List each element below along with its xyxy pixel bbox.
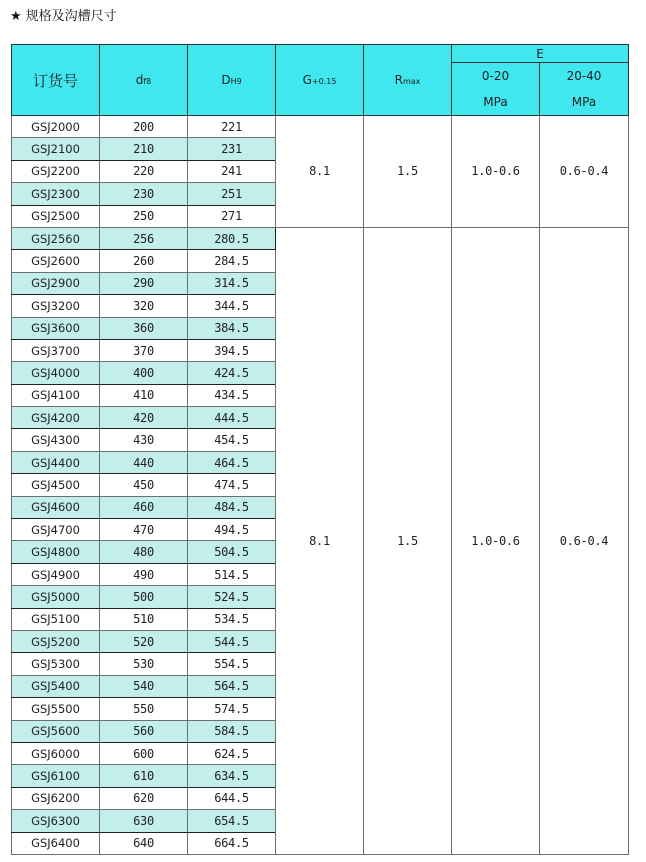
cell-D: 241 <box>188 160 276 182</box>
cell-D: 221 <box>188 116 276 138</box>
cell-d: 440 <box>100 451 188 473</box>
cell-D: 384.5 <box>188 317 276 339</box>
header-D: DH9 <box>188 45 276 116</box>
cell-d: 320 <box>100 295 188 317</box>
cell-D: 494.5 <box>188 519 276 541</box>
cell-order-no: GSJ4800 <box>12 541 100 563</box>
cell-D: 554.5 <box>188 653 276 675</box>
cell-D: 344.5 <box>188 295 276 317</box>
cell-d: 490 <box>100 563 188 585</box>
cell-order-no: GSJ6400 <box>12 832 100 854</box>
cell-order-no: GSJ6000 <box>12 742 100 764</box>
cell-order-no: GSJ2600 <box>12 250 100 272</box>
cell-d: 540 <box>100 675 188 697</box>
cell-D: 664.5 <box>188 832 276 854</box>
cell-d: 360 <box>100 317 188 339</box>
cell-order-no: GSJ5600 <box>12 720 100 742</box>
cell-order-no: GSJ4100 <box>12 384 100 406</box>
cell-R: 1.5 <box>364 227 452 854</box>
cell-d: 450 <box>100 474 188 496</box>
section-title-text: 规格及沟槽尺寸 <box>25 9 117 24</box>
cell-order-no: GSJ4400 <box>12 451 100 473</box>
cell-D: 474.5 <box>188 474 276 496</box>
cell-E-20-40: 0.6-0.4 <box>540 116 629 228</box>
cell-D: 271 <box>188 205 276 227</box>
cell-d: 210 <box>100 138 188 160</box>
cell-d: 200 <box>100 116 188 138</box>
cell-order-no: GSJ3200 <box>12 295 100 317</box>
cell-d: 290 <box>100 272 188 294</box>
cell-D: 584.5 <box>188 720 276 742</box>
cell-d: 520 <box>100 630 188 652</box>
cell-D: 434.5 <box>188 384 276 406</box>
cell-d: 420 <box>100 407 188 429</box>
header-E-20-40: 20-40 MPa <box>540 63 629 116</box>
cell-order-no: GSJ4200 <box>12 407 100 429</box>
cell-d: 460 <box>100 496 188 518</box>
cell-order-no: GSJ4600 <box>12 496 100 518</box>
cell-D: 464.5 <box>188 451 276 473</box>
cell-E-0-20: 1.0-0.6 <box>452 227 540 854</box>
cell-D: 444.5 <box>188 407 276 429</box>
cell-d: 620 <box>100 787 188 809</box>
header-E-0-20: 0-20 MPa <box>452 63 540 116</box>
cell-d: 256 <box>100 227 188 249</box>
cell-order-no: GSJ6200 <box>12 787 100 809</box>
cell-D: 544.5 <box>188 630 276 652</box>
cell-order-no: GSJ2100 <box>12 138 100 160</box>
spec-table <box>11 44 629 855</box>
table-row <box>12 116 629 138</box>
cell-d: 370 <box>100 339 188 361</box>
spec-table-body <box>12 116 629 855</box>
cell-D: 574.5 <box>188 698 276 720</box>
cell-D: 634.5 <box>188 765 276 787</box>
cell-order-no: GSJ4900 <box>12 563 100 585</box>
cell-E-0-20: 1.0-0.6 <box>452 116 540 228</box>
table-row <box>12 227 629 249</box>
cell-order-no: GSJ4700 <box>12 519 100 541</box>
star-icon: ★ <box>10 9 22 24</box>
cell-order-no: GSJ4300 <box>12 429 100 451</box>
cell-E-20-40: 0.6-0.4 <box>540 227 629 854</box>
cell-d: 550 <box>100 698 188 720</box>
cell-d: 250 <box>100 205 188 227</box>
cell-D: 280.5 <box>188 227 276 249</box>
cell-order-no: GSJ5200 <box>12 630 100 652</box>
cell-order-no: GSJ6300 <box>12 810 100 832</box>
cell-d: 510 <box>100 608 188 630</box>
cell-order-no: GSJ2300 <box>12 183 100 205</box>
cell-D: 504.5 <box>188 541 276 563</box>
cell-D: 454.5 <box>188 429 276 451</box>
cell-D: 394.5 <box>188 339 276 361</box>
cell-order-no: GSJ5500 <box>12 698 100 720</box>
cell-order-no: GSJ5300 <box>12 653 100 675</box>
cell-D: 284.5 <box>188 250 276 272</box>
cell-D: 644.5 <box>188 787 276 809</box>
cell-d: 400 <box>100 362 188 384</box>
cell-D: 564.5 <box>188 675 276 697</box>
cell-order-no: GSJ4000 <box>12 362 100 384</box>
cell-D: 424.5 <box>188 362 276 384</box>
cell-d: 470 <box>100 519 188 541</box>
cell-D: 514.5 <box>188 563 276 585</box>
cell-order-no: GSJ3700 <box>12 339 100 361</box>
header-G: G+0.15 <box>276 45 364 116</box>
cell-order-no: GSJ2560 <box>12 227 100 249</box>
header-E: E <box>452 45 629 63</box>
cell-d: 560 <box>100 720 188 742</box>
cell-d: 220 <box>100 160 188 182</box>
cell-d: 640 <box>100 832 188 854</box>
cell-d: 230 <box>100 183 188 205</box>
cell-d: 260 <box>100 250 188 272</box>
cell-D: 484.5 <box>188 496 276 518</box>
header-d: df8 <box>100 45 188 116</box>
cell-d: 630 <box>100 810 188 832</box>
header-order-no: 订货号 <box>12 45 100 116</box>
cell-d: 480 <box>100 541 188 563</box>
cell-G: 8.1 <box>276 116 364 228</box>
section-title <box>10 9 117 25</box>
cell-D: 251 <box>188 183 276 205</box>
cell-order-no: GSJ2500 <box>12 205 100 227</box>
cell-d: 430 <box>100 429 188 451</box>
cell-D: 534.5 <box>188 608 276 630</box>
cell-order-no: GSJ5400 <box>12 675 100 697</box>
cell-order-no: GSJ2900 <box>12 272 100 294</box>
cell-d: 610 <box>100 765 188 787</box>
cell-d: 410 <box>100 384 188 406</box>
cell-D: 231 <box>188 138 276 160</box>
cell-order-no: GSJ5000 <box>12 586 100 608</box>
cell-D: 314.5 <box>188 272 276 294</box>
cell-order-no: GSJ6100 <box>12 765 100 787</box>
cell-order-no: GSJ2000 <box>12 116 100 138</box>
cell-R: 1.5 <box>364 116 452 228</box>
cell-order-no: GSJ2200 <box>12 160 100 182</box>
header-R: Rmax <box>364 45 452 116</box>
cell-D: 524.5 <box>188 586 276 608</box>
cell-order-no: GSJ4500 <box>12 474 100 496</box>
cell-d: 600 <box>100 742 188 764</box>
cell-D: 624.5 <box>188 742 276 764</box>
cell-order-no: GSJ3600 <box>12 317 100 339</box>
cell-G: 8.1 <box>276 227 364 854</box>
cell-D: 654.5 <box>188 810 276 832</box>
cell-order-no: GSJ5100 <box>12 608 100 630</box>
cell-d: 530 <box>100 653 188 675</box>
cell-d: 500 <box>100 586 188 608</box>
